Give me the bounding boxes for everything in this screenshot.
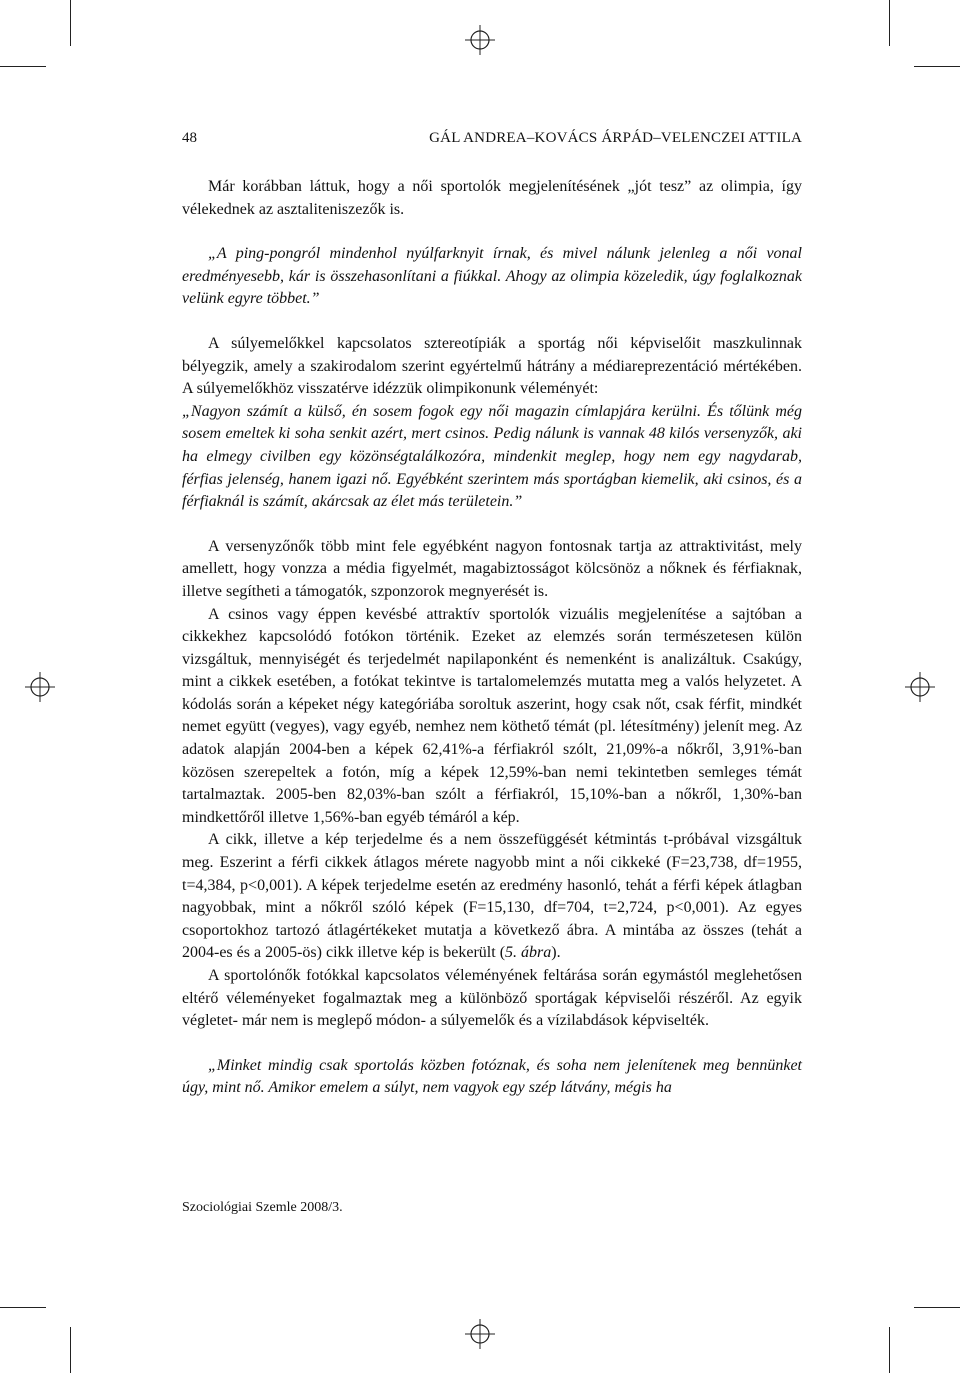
registration-mark-icon: [465, 1319, 495, 1349]
paragraph-text-end: ).: [551, 944, 561, 962]
journal-footer: Szociológiai Szemle 2008/3.: [182, 1200, 343, 1215]
registration-mark-icon: [905, 672, 935, 702]
paragraph: Már korábban láttuk, hogy a női sportolók megjelenítésének „jót tesz” az olimpia, így vélekednek az asztaliteniszezők is.: [182, 178, 802, 218]
crop-mark: [0, 66, 46, 67]
crop-mark: [914, 1307, 960, 1308]
crop-mark: [889, 1327, 890, 1373]
quote-paragraph: „A ping-pongról mindenhol nyúlfarknyit írnak, és mivel nálunk jelenleg a női vonal eredményesebb, kár is összehasonlítani a fiúkkal. Ahogy az olimpia közeledik, úgy foglalkoznak velünk egyre többet.”: [182, 245, 802, 308]
paragraph: A súlyemelőkkel kapcsolatos sztereotípiák a sportág női képviselőit maszkulinnak bélyegzik, amely a szakirodalom szerint egyértelmű hátrány a médiareprezentáció mértékében. A súlyemelőkhöz visszatérve idézzük olimpikonunk véleményét:: [182, 334, 802, 398]
quote-paragraph: „Nagyon számít a külső, én sosem fogok egy női magazin címlapjára kerülni. És tőlünk még sosem emeltek ki soha senkit azért, mert csinos. Pedig nálunk is vannak 48 kilós versenyzők, aki ha elmegy civilben egy közönségtalálkozóra, mindenkit meglep, hogy nem egy nagydarab, férfias jelenség, hanem igazi nő. Egyébként szerintem más sportágban kiemelik, aki csinos, és a férfiaknál is számít, akárcsak az élet más területein.”: [182, 402, 802, 511]
figure-reference: 5. ábra: [505, 944, 552, 962]
paragraph: A versenyzőnők több mint fele egyébként nagyon fontosnak tartja az attraktivitást, mely amellett, hogy vonzza a média figyelmét, magabiztosságot kölcsönöz a nőknek és férfiaknak, illetve segítheti a támogatók, szponzorok megnyerését is.: [182, 537, 802, 600]
paragraph: [182, 829, 802, 965]
crop-mark: [70, 0, 71, 46]
paragraph-text: A cikk, illetve a kép terjedelme és a nem összefüggését kétmintás t-próbával vizsgáltuk meg. Eszerint a férfi cikkek átlagos mérete nagyobb mint a női cikkeké (F=23,738, df=1955, t=4,384, p<0,001). A képek terjedelme esetén az eredmény hasonló, tehát a férfi képek átlagban nagyobbak, mint a nőkről szóló képek (F=15,130, df=704, t=2,724, p<0,001). Az egyes csoportokhoz tartozó átlagértékeket mutatja a következő ábra. A mintába az összes (tehát a 2004-es és a 2005-ös) cikk illetve kép is bekerült (: [182, 831, 802, 962]
running-title: GÁL ANDREA–KOVÁCS ÁRPÁD–VELENCZEI ATTILA: [429, 130, 802, 146]
crop-mark: [0, 1307, 46, 1308]
paragraph: A csinos vagy éppen kevésbé attraktív sportolók vizuális megjelenítése a sajtóban a cikkekhez kapcsolódó fotókon történik. Ezeket az elemzés során természetesen külön vizsgáltuk, mennyiségét és terjedelmét napilaponként és nemenként is analizáltuk. Csakúgy, mint a cikkek esetében, a fotókat tekintve is tartalomelemzés mutatta meg a valós helyzetet. A kódolás során a képeket négy kategóriába soroltuk aszerint, hogy csak nőt, csak férfit, mindkét nemet együtt (vegyes), vagy egyéb, nemhez nem köthető témát (pl. létesítmény) jelenít meg. Az adatok alapján 2004-ben a képek 62,41%-a férfiakról szólt, 21,09%-a nőkről, 3,91%-ban közösen szerepeltek a fotón, míg a képek 12,59%-ban nemi tekintetben semleges témát tartalmaztak. 2005-ben 82,03%-ban szólt a férfiakról, 15,10%-ban a nőkről, 1,30%-ban mindkettőről illetve 1,56%-ban egyéb témáról a kép.: [182, 605, 802, 826]
page-number: 48: [182, 130, 197, 146]
article-body: [182, 176, 802, 1100]
crop-mark: [889, 0, 890, 46]
running-header: [182, 130, 802, 150]
paragraph: A sportolónők fotókkal kapcsolatos véleményének feltárása során egymástól meglehetősen eltérő véleményeket fogalmaztak meg a különböző sportágak képviselői részéről. Az egyik végletet- már nem is meglepő módon- a súlyemelők és a vízilabdások képviselték.: [182, 967, 802, 1030]
registration-mark-icon: [25, 672, 55, 702]
registration-mark-icon: [465, 25, 495, 55]
crop-mark: [914, 66, 960, 67]
crop-mark: [70, 1327, 71, 1373]
quote-paragraph: „Minket mindig csak sportolás közben fotóznak, és soha nem jelenítenek meg bennünket úgy, mint nő. Amikor emelem a súlyt, nem vagyok egy szép látvány, mégis ha: [182, 1056, 802, 1097]
